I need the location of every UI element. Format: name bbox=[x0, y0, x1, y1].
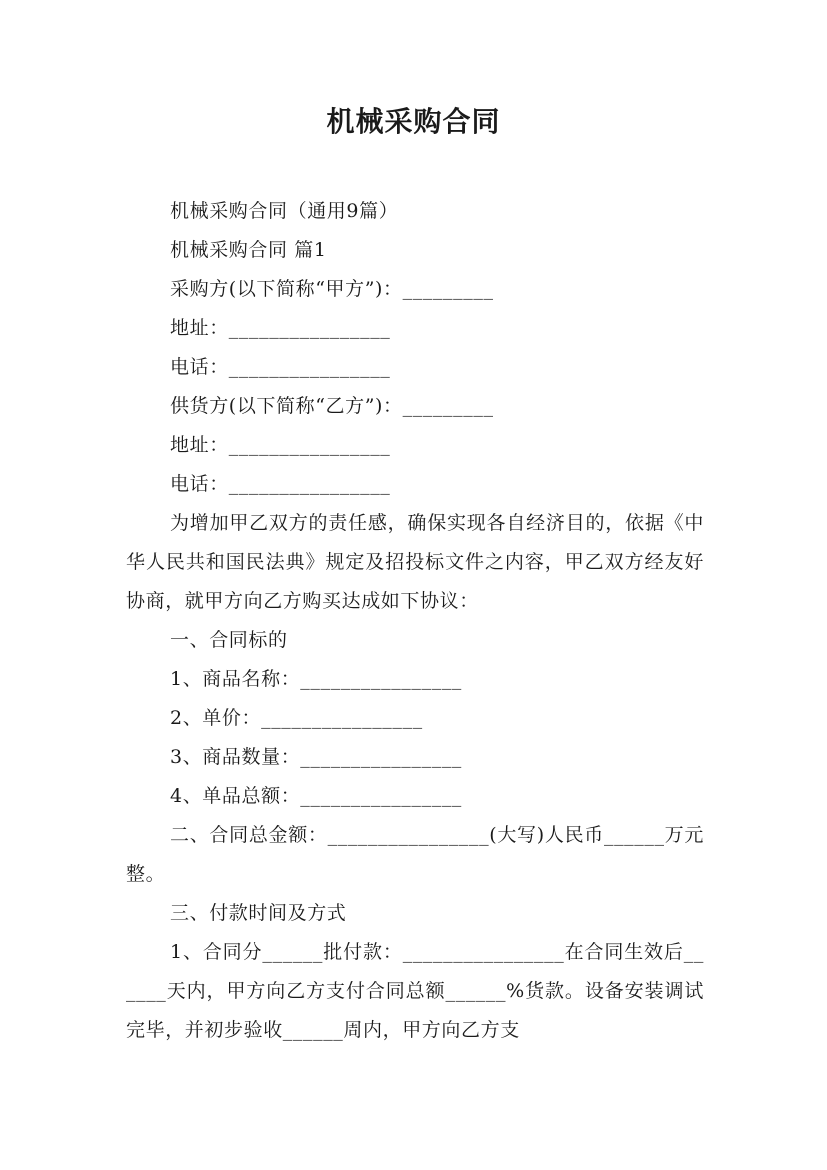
preamble-paragraph: 为增加甲乙双方的责任感，确保实现各自经济目的，依据《中华人民共和国民法典》规定及招投标文件之内容，甲乙双方经友好协商，就甲方向乙方购买达成如下协议： bbox=[126, 512, 704, 612]
item-name-line: 1、商品名称：________________ bbox=[170, 668, 462, 690]
quantity-line: 3、商品数量：________________ bbox=[170, 746, 462, 768]
payment-terms-paragraph: 1、合同分______批付款：________________在合同生效后______天内，甲方向乙方支付合同总额______%货款。设备安装调试完毕，并初步验收______周内，甲方向乙方支 bbox=[126, 941, 704, 1041]
clause-heading-subject: 一、合同标的 bbox=[170, 629, 288, 651]
buyer-line: 采购方(以下简称“甲方”)：_________ bbox=[170, 278, 494, 300]
supplier-address-line: 地址：________________ bbox=[170, 434, 391, 456]
buyer-phone-line: 电话：________________ bbox=[170, 356, 391, 378]
subtitle-line: 机械采购合同（通用9篇） bbox=[170, 200, 399, 222]
section-heading: 机械采购合同 篇1 bbox=[170, 239, 327, 261]
supplier-line: 供货方(以下简称“乙方”)：_________ bbox=[170, 395, 494, 417]
unit-price-line: 2、单价：________________ bbox=[170, 707, 423, 729]
document-title: 机械采购合同 bbox=[326, 105, 501, 138]
item-total-line: 4、单品总额：________________ bbox=[170, 785, 462, 807]
clause-heading-payment: 三、付款时间及方式 bbox=[170, 902, 347, 924]
contract-total-paragraph: 二、合同总金额：________________(大写)人民币______万元整。 bbox=[126, 824, 704, 885]
buyer-address-line: 地址：________________ bbox=[170, 317, 391, 339]
document-body bbox=[126, 192, 704, 1050]
supplier-phone-line: 电话：________________ bbox=[170, 473, 391, 495]
